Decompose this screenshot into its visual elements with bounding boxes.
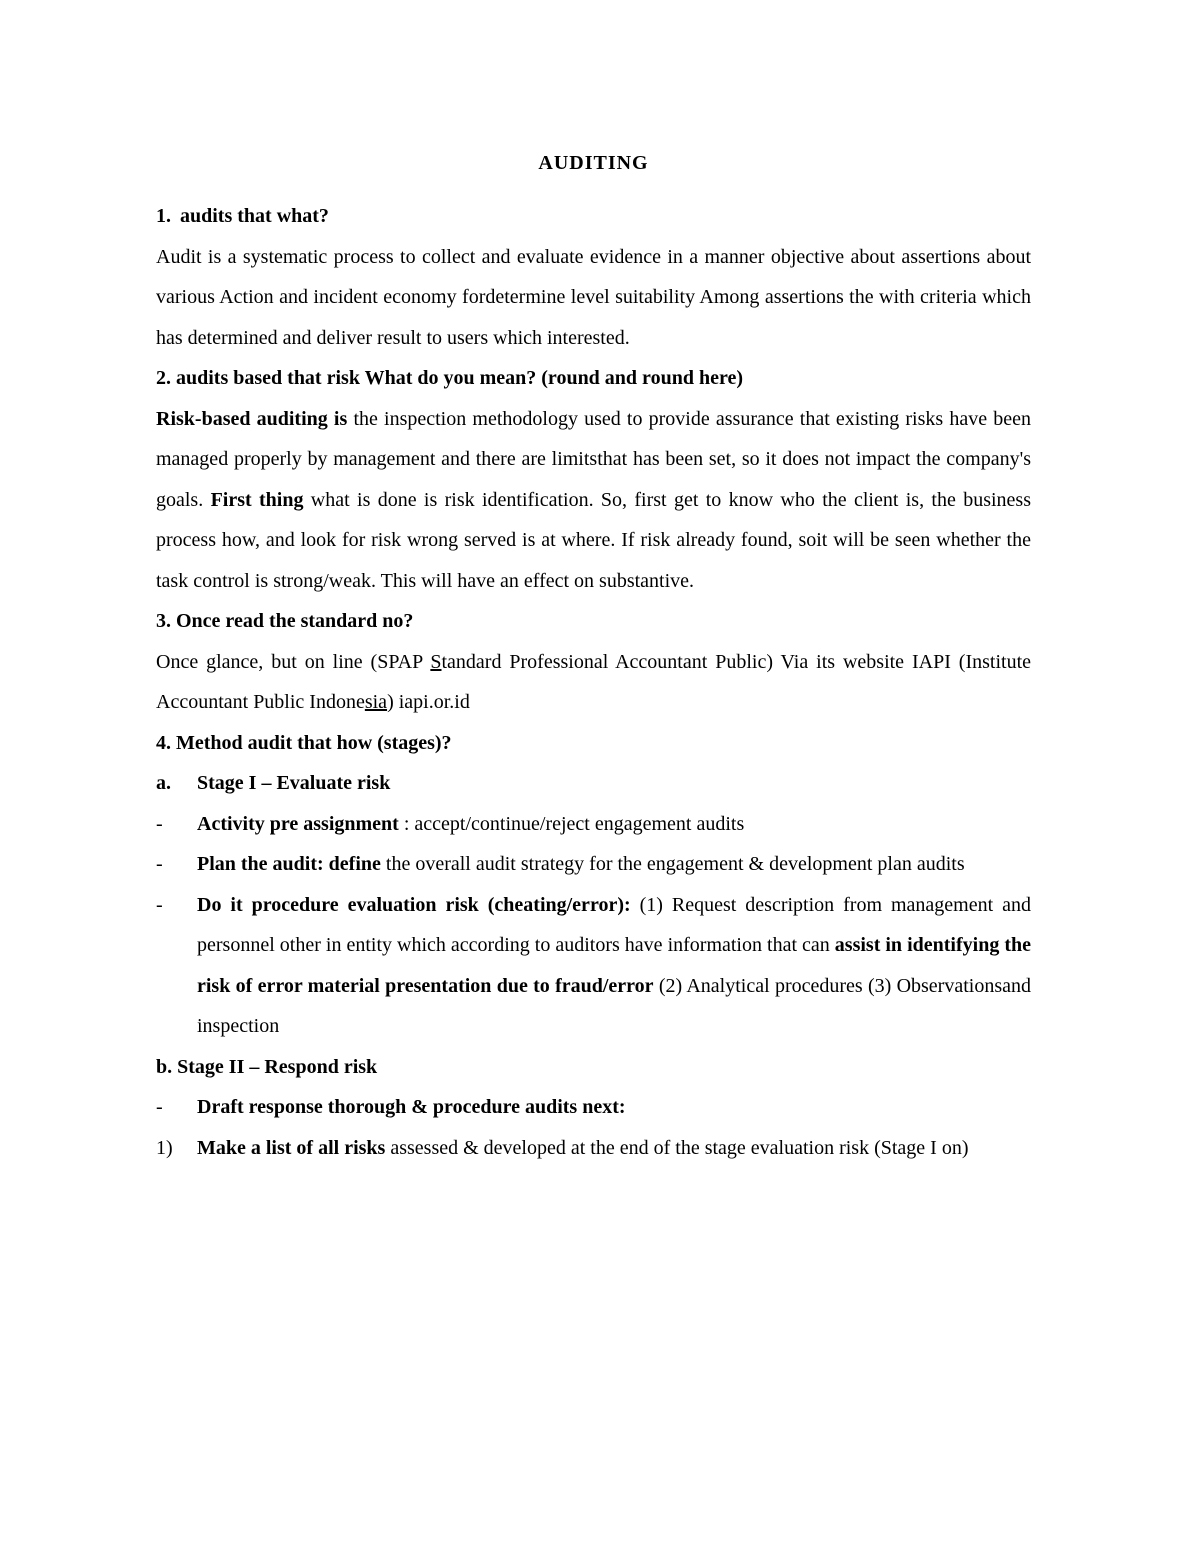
- stage1-heading: [156, 763, 1031, 804]
- list-item-bold: Plan the audit: define: [197, 853, 381, 875]
- q1-number: 1.: [156, 205, 171, 227]
- list-item-body: [197, 885, 1031, 1047]
- stage2-item-list: [156, 1128, 1031, 1169]
- list-item-body: [197, 844, 1031, 885]
- stage1-item-procedure: [156, 885, 1031, 1047]
- list-item-text: (1) Request description from management and personnel other in entity which according to auditors have information that can: [197, 893, 1031, 956]
- list-item-text: : accept/continue/reject engagement audits: [398, 812, 745, 835]
- list-item-text: the overall audit strategy for the engagement & development plan audits: [380, 853, 965, 875]
- stage1-item-plan: [156, 844, 1031, 885]
- list-item-text-2: (2) Analytical procedures (3) Observationsand inspection: [197, 974, 1031, 1037]
- list-dash: -: [156, 893, 163, 916]
- list-item-body: [197, 804, 1031, 845]
- list-dash: -: [156, 812, 163, 835]
- q1-heading-text: audits that what?: [180, 205, 329, 227]
- q2-answer-bold-2: First thing: [210, 488, 304, 511]
- list-dash: -: [156, 853, 163, 875]
- q3-answer-text-2: tandard Professional Accountant Public) Via its website IAPI (Institute Accountant Public Indone: [156, 650, 1031, 713]
- q3-answer-text-1: Once glance, but on line (SPAP: [156, 650, 431, 673]
- list-item-bold: Activity pre assignment: [197, 812, 399, 835]
- q3-answer-text-3: ) iapi.or.id: [387, 691, 470, 713]
- stage1-heading-text: Stage I – Evaluate risk: [197, 772, 391, 794]
- q3-heading: 3. Once read the standard no?: [156, 610, 414, 632]
- list-dash: -: [156, 1096, 163, 1118]
- stage2-item-draft: [156, 1087, 1031, 1128]
- stage1-marker: a.: [156, 772, 171, 794]
- q3-answer-underlined-2: sia: [364, 691, 388, 713]
- list-item-body: [197, 1087, 1031, 1128]
- stage1-item-activity: [156, 804, 1031, 845]
- q1-answer: Audit is a systematic process to collect and evaluate evidence in a manner objective about assertions about various Action and incident economy fordetermine level suitability Among assertions the with criteria which has determined and deliver result to users which interested.: [156, 245, 1031, 349]
- q2-answer: [156, 399, 1031, 602]
- list-item-bold: Make a list of all risks: [197, 1136, 386, 1159]
- q1-heading: [156, 196, 1031, 237]
- q2-answer-text-1: the inspection methodology used to provide assurance that existing risks have been managed properly by management and there are limitsthat has been set, so it does not impact the company's goals.: [156, 407, 1031, 511]
- stage2-heading: b. Stage II – Respond risk: [156, 1055, 378, 1078]
- list-item-bold: Draft response thorough & procedure audits next:: [197, 1096, 626, 1118]
- q3-answer-underlined: S: [430, 650, 442, 673]
- list-item-bold-2: assist in identifying the risk of error material presentation due to fraud/error: [197, 934, 1031, 997]
- list-item-body: [197, 1128, 1031, 1169]
- list-item-bold: Do it procedure evaluation risk (cheating/error):: [197, 893, 631, 916]
- q3-answer: [156, 642, 1031, 723]
- document-title: AUDITING: [538, 152, 649, 174]
- list-number: 1): [156, 1136, 173, 1159]
- q2-answer-text-2: what is done is risk identification. So, first get to know who the client is, the business process how, and look for risk wrong served is at where. If risk already found, soit will be seen whether the task control is strong/weak. This will have an effect on substantive.: [156, 488, 1031, 592]
- q2-answer-bold-1: Risk-based auditing is: [156, 407, 348, 430]
- q4-heading: 4. Method audit that how (stages)?: [156, 731, 452, 754]
- list-item-text: assessed & developed at the end of the stage evaluation risk (Stage I on): [385, 1136, 969, 1159]
- q2-heading: 2. audits based that risk What do you mean? (round and round here): [156, 367, 743, 389]
- document-page: [156, 148, 1031, 1168]
